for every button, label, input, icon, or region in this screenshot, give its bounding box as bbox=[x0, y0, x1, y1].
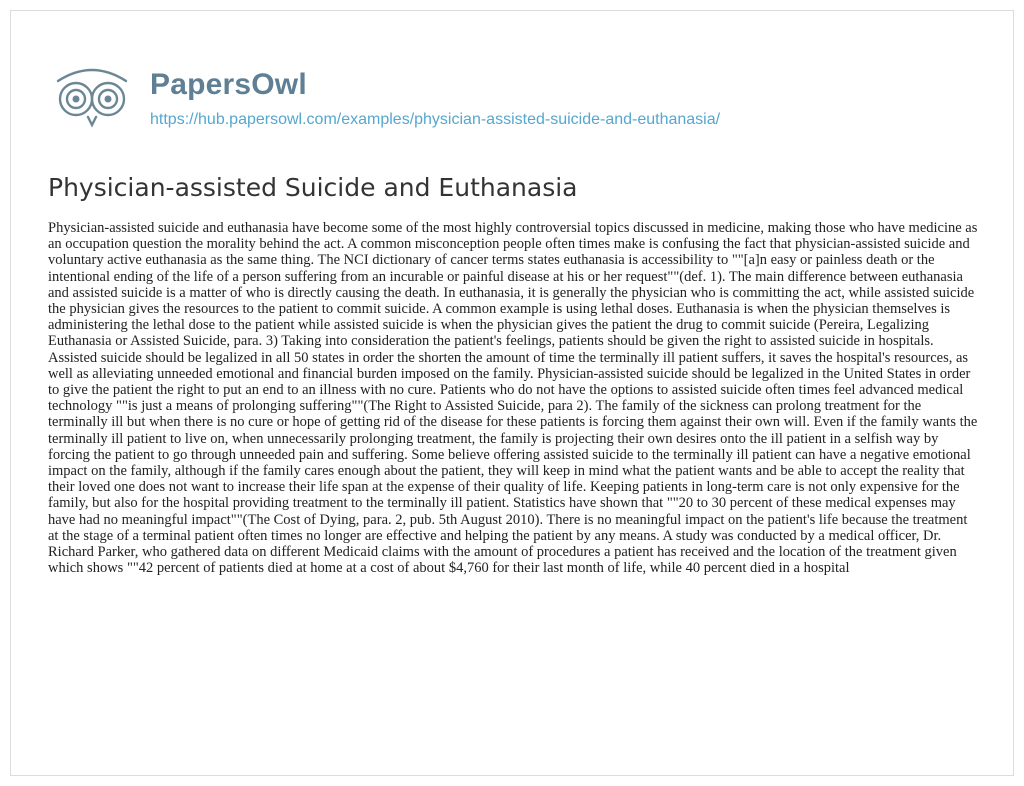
brand-name[interactable]: PapersOwl bbox=[150, 68, 307, 101]
document-title: Physician-assisted Suicide and Euthanasia bbox=[48, 173, 578, 202]
owl-eyes-icon bbox=[48, 51, 136, 139]
brand bbox=[150, 67, 720, 131]
source-url-link[interactable]: https://hub.papersowl.com/examples/physician-assisted-suicide-and-euthanasia/ bbox=[150, 111, 721, 128]
document-body: Physician-assisted suicide and euthanasia have become some of the most highly controversial topics discussed in medicine, making those who have medicine as an occupation question the morality behind the act. A common misconception people often times make is confusing the fact that physician-assisted suicide and voluntary active euthanasia as the same thing. The NCI dictionary of cancer terms states euthanasia is accessibility to ""[a]n easy or painless death or the intentional ending of the life of a person suffering from an incurable or painful disease at his or her request""(def. 1). The main difference between euthanasia and assisted suicide is a matter of who is directly causing the death. In euthanasia, it is generally the physician who is committing the act, while assisted suicide the physician gives the resources to the patient to commit suicide. A common example is using lethal doses. Euthanasia is when the physician themselves is administering the lethal dose to the patient while assisted suicide is when the physician gives the patient the drug to commit suicide (Pereira, Legalizing Euthanasia or Assisted Suicide, para. 3) Taking into consideration the patient's feelings, patients should be given the right to assisted suicide in hospitals. Assisted suicide should be legalized in all 50 states in order the shorten the amount of time the terminally ill patient suffers, it saves the hospital's resources, as well as alleviating unneeded emotional and financial burden imposed on the family. Physician-assisted suicide should be legalized in the United States in order to give the patient the right to put an end to an illness with no cure. Patients who do not have the options to assisted suicide often times feel advanced medical technology ""is just a means of prolonging suffering""(The Right to Assisted Suicide, para 2). The family of the sickness can prolong treatment for the terminally ill but when there is no cure or hope of getting rid of the disease for these patients is forcing them against their own will. Even if the family wants the terminally ill patient to live on, when unnecessarily prolonging treatment, the family is projecting their own desires onto the ill patient in a selfish way by forcing the patient to go through unneeded pain and suffering. Some believe offering assisted suicide to the terminally ill patient can have a negative emotional impact on the family, although if the family cares enough about the patient, they will keep in mind what the patient wants and be able to accept the reality that their loved one does not want to increase their life span at the expense of their quality of life. Keeping patients in long-term care is not only expensive for the family, but also for the hospital providing treatment to the terminally ill patient. Statistics have shown that ""20 to 30 percent of these medical expenses may have had no meaningful impact""(The Cost of Dying, para. 2, pub. 5th August 2010). There is no meaningful impact on the patient's life because the treatment at the stage of a terminal patient often times no longer are effective and helping the patient by any means. A study was conducted by a medical officer, Dr. Richard Parker, who gathered data on different Medicaid claims with the amount of procedures a patient has received and the location of the treatment given which shows ""42 percent of patients died at home at a cost of about $4,760 for their last month of life, while 40 percent died in a hospital bbox=[48, 220, 978, 577]
header bbox=[48, 64, 720, 134]
